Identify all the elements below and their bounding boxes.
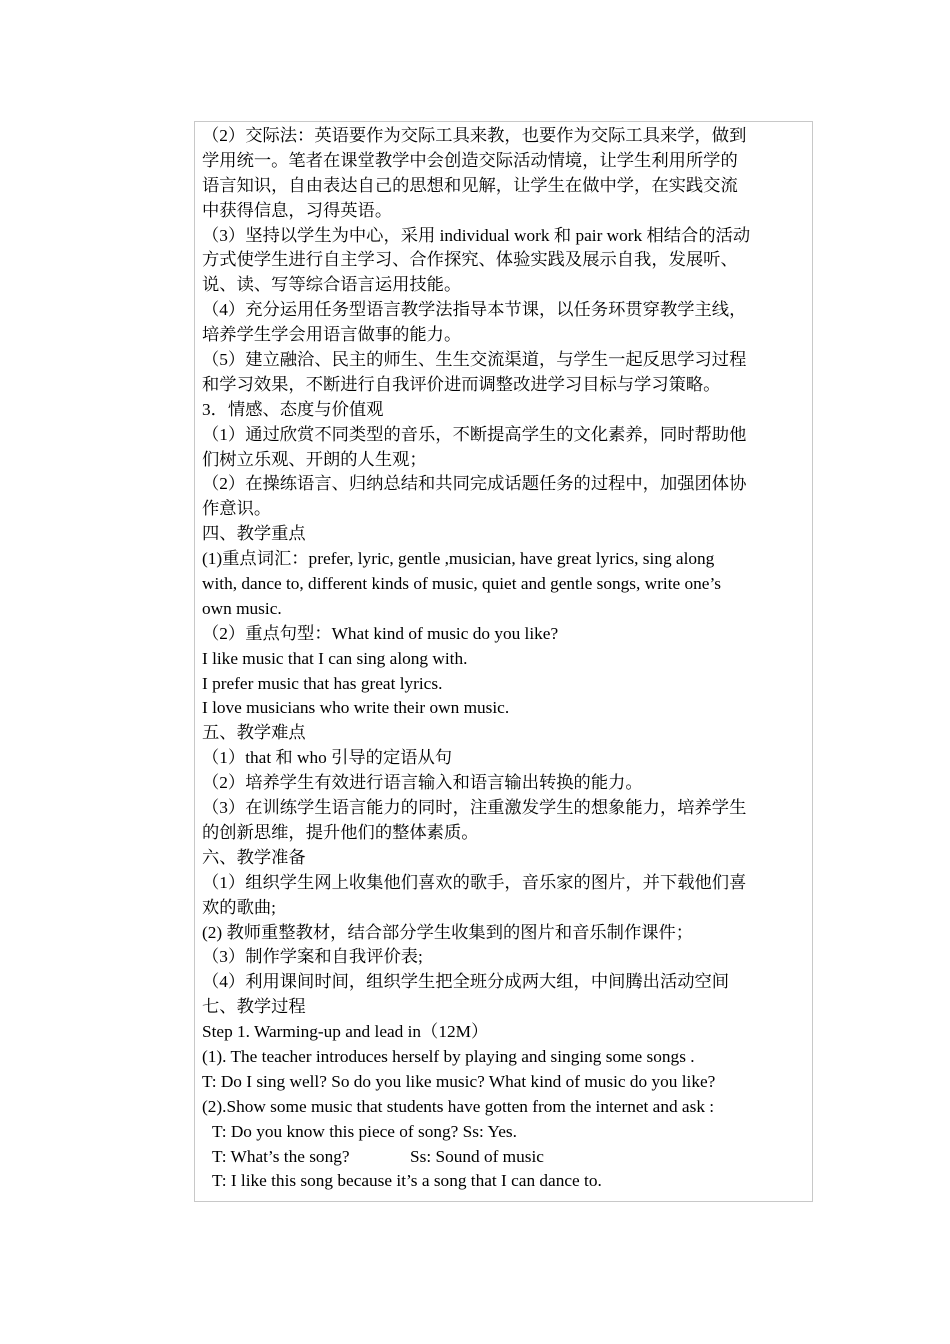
dialogue-line: T: Do you know this piece of song? Ss: Yes. [212, 1121, 517, 1141]
text-line: （4）利用课间时间，组织学生把全班分成两大组，中间腾出活动空间 [202, 972, 730, 992]
text-line: （3）制作学案和自我评价表; [202, 947, 423, 967]
text-line: T: Do I sing well? So do you like music? What kind of music do you like? [202, 1071, 716, 1091]
text-line: 语言知识，自由表达自己的思想和见解，让学生在做中学，在实践交流 [202, 175, 738, 195]
text-line: Step 1. Warming-up and lead in（12M） [202, 1022, 489, 1042]
text-line: I prefer music that has great lyrics. [202, 673, 443, 693]
text-line: (1). The teacher introduces herself by playing and singing some songs . [202, 1046, 695, 1066]
section-heading: 六、教学准备 [202, 847, 306, 867]
text-line: 欢的歌曲; [202, 897, 276, 917]
text-line: (2) 教师重整教材，结合部分学生收集到的图片和音乐制作课件； [202, 922, 694, 942]
lesson-plan-text [202, 124, 808, 1194]
text-line: （3）在训练学生语言能力的同时，注重激发学生的想象能力，培养学生 [202, 798, 747, 818]
text-line: （5）建立融洽、民主的师生、生生交流渠道，与学生一起反思学习过程 [202, 350, 747, 370]
section-heading: 3．情感、态度与价值观 [202, 399, 384, 419]
text-line: 和学习效果，不断进行自我评价进而调整改进学习目标与学习策略。 [202, 374, 721, 394]
text-line: 中获得信息，习得英语。 [202, 200, 393, 220]
text-line: （3）坚持以学生为中心，采用 individual work 和 pair work 相结合的活动 [202, 225, 751, 245]
section-heading: 四、教学重点 [202, 524, 306, 544]
dialogue-line: T: I like this song because it’s a song that I can dance to. [212, 1171, 602, 1191]
text-line: （2）交际法：英语要作为交际工具来教，也要作为交际工具来学，做到 [202, 126, 747, 145]
text-line: （1）组织学生网上收集他们喜欢的歌手，音乐家的图片，并下载他们喜 [202, 872, 747, 892]
dialogue-line: T: What’s the song? Ss: Sound of music [212, 1146, 544, 1166]
text-line: 培养学生学会用语言做事的能力。 [202, 325, 462, 345]
text-line: （1）通过欣赏不同类型的音乐，不断提高学生的文化素养，同时帮助他 [202, 424, 747, 444]
text-line: 学用统一。笔者在课堂教学中会创造交际活动情境，让学生利用所学的 [202, 150, 738, 170]
text-line: 们树立乐观、开朗的人生观； [202, 449, 427, 469]
text-line: (2).Show some music that students have gotten from the internet and ask : [202, 1096, 715, 1116]
text-line: (1)重点词汇：prefer, lyric, gentle ,musician, have great lyrics, sing along [202, 549, 715, 569]
section-heading: 七、教学过程 [202, 997, 306, 1017]
section-heading: 五、教学难点 [202, 723, 306, 743]
text-line: with, dance to, different kinds of music, quiet and gentle songs, write one’s [202, 574, 721, 594]
text-line: （4）充分运用任务型语言教学法指导本节课，以任务环贯穿教学主线， [202, 300, 747, 320]
text-line: 的创新思维，提升他们的整体素质。 [202, 822, 479, 842]
text-line: I like music that I can sing along with. [202, 648, 468, 668]
text-line: （2）培养学生有效进行语言输入和语言输出转换的能力。 [202, 773, 643, 793]
text-line: I love musicians who write their own music. [202, 698, 510, 718]
text-line: （2）重点句型：What kind of music do you like? [202, 623, 559, 643]
text-line: （2）在操练语言、归纳总结和共同完成话题任务的过程中，加强团体协 [202, 474, 747, 494]
text-line: （1）that 和 who 引导的定语从句 [202, 748, 453, 768]
text-line: 作意识。 [202, 499, 272, 519]
text-line: 说、读、写等综合语言运用技能。 [202, 275, 462, 295]
text-line: 方式使学生进行自主学习、合作探究、体验实践及展示自我，发展听、 [202, 250, 738, 270]
text-line: own music. [202, 598, 282, 618]
